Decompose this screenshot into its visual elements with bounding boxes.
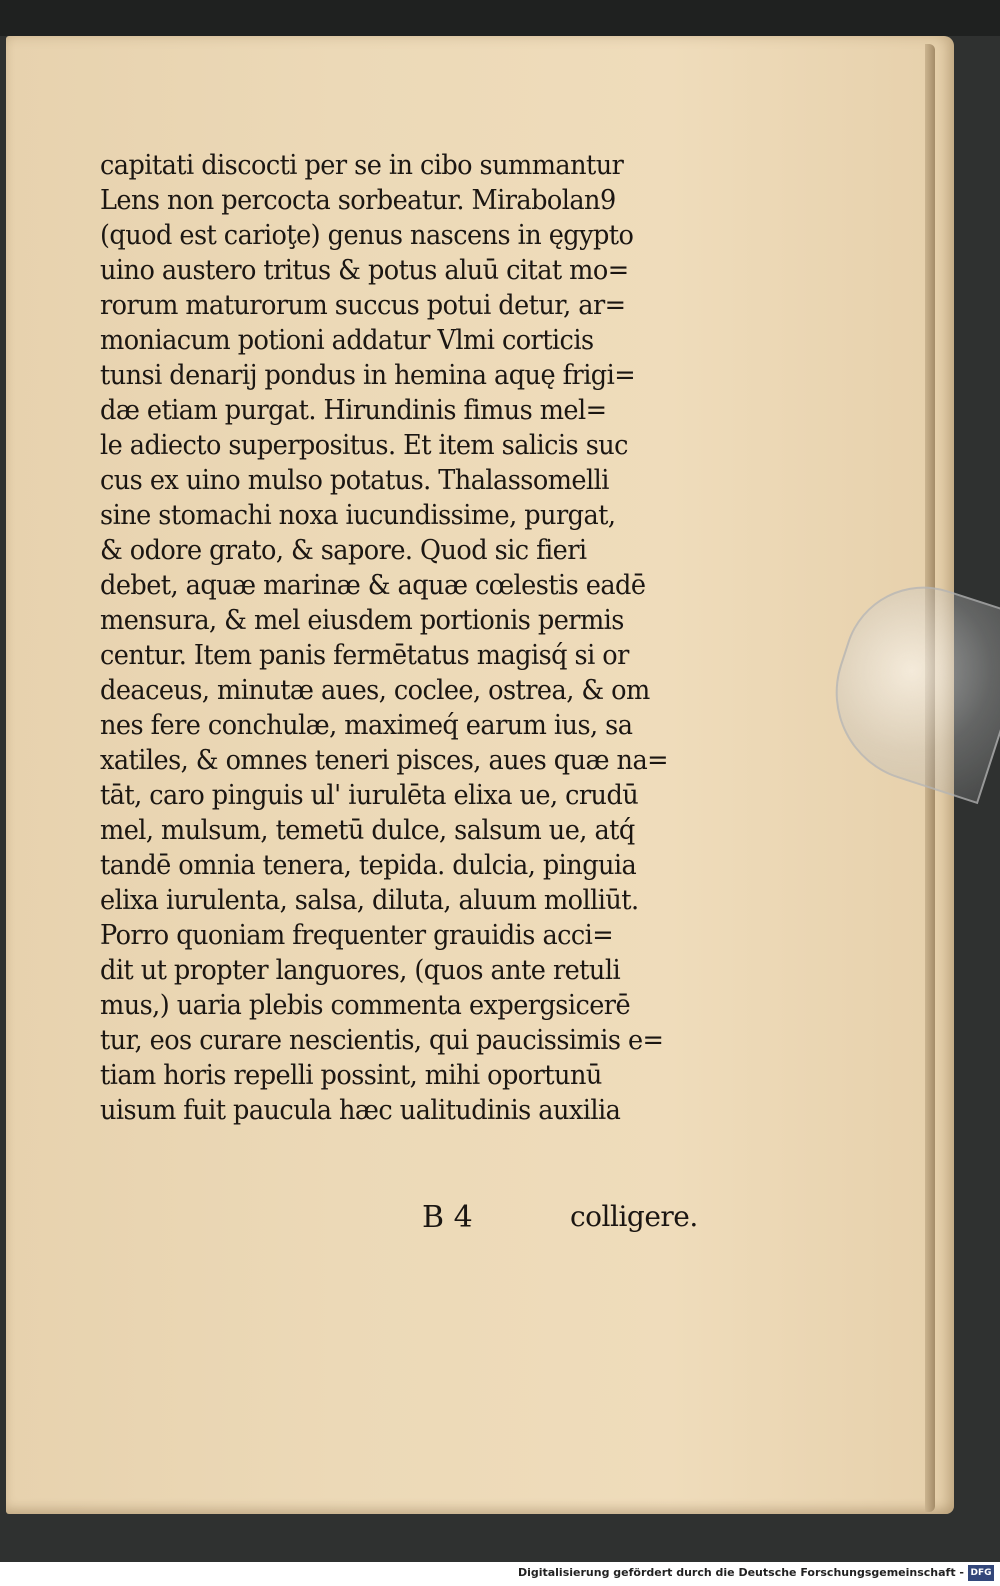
text-line: (quod est carioţe) genus nascens in ęgypto bbox=[100, 219, 634, 251]
text-line: debet, aquæ marinæ & aquæ cœlestis eadē bbox=[100, 569, 646, 601]
credit-bar bbox=[0, 1562, 1000, 1586]
text-line: sine stomachi noxa iucundissime, purgat, bbox=[100, 499, 616, 531]
text-line: mel, mulsum, temetū dulce, salsum ue, atq́ bbox=[100, 814, 635, 846]
text-line: tur, eos curare nescientis, qui paucissimis e= bbox=[100, 1024, 664, 1056]
text-line: le adiecto superpositus. Et item salicis suc bbox=[100, 429, 628, 461]
text-line: uisum fuit paucula hæc ualitudinis auxilia bbox=[100, 1094, 621, 1126]
text-line: mus,) uaria plebis commenta expergsicerē bbox=[100, 989, 631, 1021]
catchword: colligere. bbox=[570, 1200, 698, 1233]
text-line: Lens non percocta sorbeatur. Mirabolan9 bbox=[100, 184, 616, 216]
text-line: capitati discocti per se in cibo summantur bbox=[100, 149, 624, 181]
text-line: elixa iurulenta, salsa, diluta, aluum molliūt. bbox=[100, 884, 639, 916]
text-line: dæ etiam purgat. Hirundinis fimus mel= bbox=[100, 394, 607, 426]
text-line: tiam horis repelli possint, mihi oportunū bbox=[100, 1059, 602, 1091]
text-line: moniacum potioni addatur Vlmi corticis bbox=[100, 324, 594, 356]
text-line: deaceus, minutæ aues, coclee, ostrea, & om bbox=[100, 674, 650, 706]
credit-text: Digitalisierung gefördert durch die Deutsche Forschungsgemeinschaft - bbox=[517, 1566, 964, 1579]
text-line: xatiles, & omnes teneri pisces, aues quæ na= bbox=[100, 744, 669, 776]
scan-top-edge bbox=[0, 0, 1000, 36]
text-line: uino austero tritus & potus aluū citat mo= bbox=[100, 254, 629, 286]
text-line: & odore grato, & sapore. Quod sic fieri bbox=[100, 534, 587, 566]
text-line: dit ut propter languores, (quos ante retuli bbox=[100, 954, 621, 986]
text-line: cus ex uino mulso potatus. Thalassomelli bbox=[100, 464, 609, 496]
signature-mark: B 4 bbox=[422, 1200, 473, 1235]
text-line: tāt, caro pinguis ul' iurulēta elixa ue, crudū bbox=[100, 779, 639, 811]
text-block bbox=[100, 148, 710, 1128]
text-line: nes fere conchulæ, maximeq́ earum ius, sa bbox=[100, 709, 633, 741]
page-footer bbox=[100, 1200, 710, 1240]
text-line: rorum maturorum succus potui detur, ar= bbox=[100, 289, 626, 321]
text-line: tandē omnia tenera, tepida. dulcia, pinguia bbox=[100, 849, 637, 881]
text-line: tunsi denarij pondus in hemina aquę frigi= bbox=[100, 359, 636, 391]
dfg-logo-icon: DFG bbox=[968, 1565, 994, 1581]
text-line: mensura, & mel eiusdem portionis permis bbox=[100, 604, 624, 636]
text-line: centur. Item panis fermētatus magisq́ si or bbox=[100, 639, 629, 671]
text-line: Porro quoniam frequenter grauidis acci= bbox=[100, 919, 614, 951]
